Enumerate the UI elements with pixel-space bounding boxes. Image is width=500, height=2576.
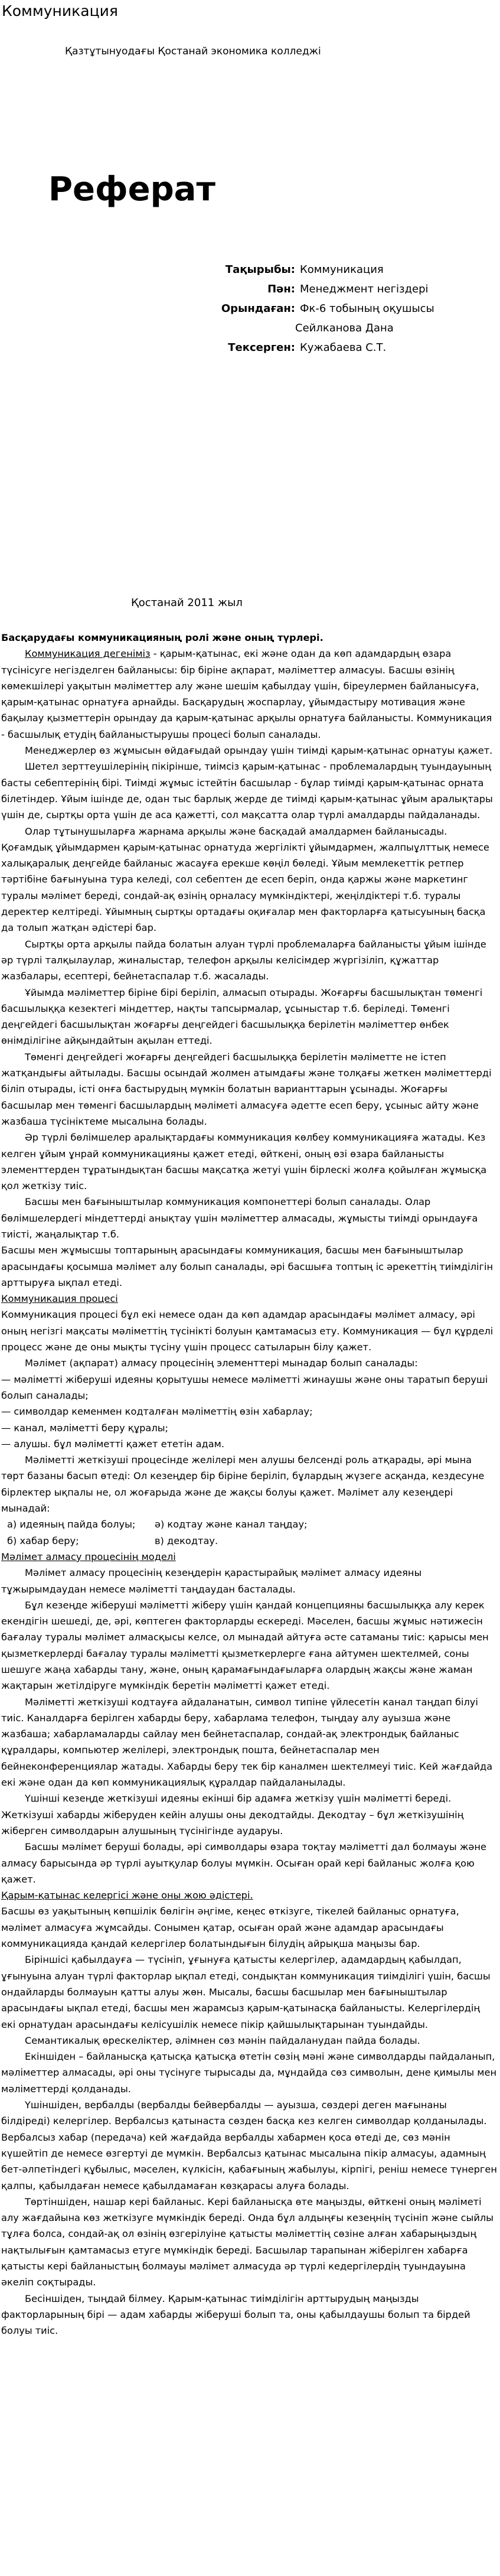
section-heading-model: Мәлімет алмасу процесінің моделі [1,1551,176,1562]
document-title: Коммуникация [2,2,118,19]
meta-checker-value: Кужабаева С.Т. [300,341,387,354]
paragraph: Төртіншіден, нашар кері байланыс. Кері байланысқа өте маңызды, өйткені оның мәліметі алу жағдайына көз жеткізуге мүмкіндік береді. Онда бұл алдыңғы кезеңнің түсініп және сыйлы тұлға болса, сондай-ақ ол өзінің өзгерілуіне қатысты мәліметтің сөзіне алған хабарыңыздың нақтылығын қамтамасыз етуге мүмкіндік береді. Басшылар тарапынан жіберілген хабарға қатысты кері байланыстың болмауы мәлімет алмасуда әр түрлі кедергілердің туындауына әкеліп соқтырады. [1,2196,494,2288]
meta-student-label: Орындаған: [221,302,295,315]
stage-option-b: ә) кодтау және канал таңдау; [155,1519,308,1530]
meta-student-name-row [0,318,500,338]
paragraph: Менеджерлер өз жұмысын өйдағыдай орындау үшін тиімді қарым-қатынас орнатуы қажет. [25,745,493,757]
term-definition: Коммуникация дегеніміз [25,648,151,660]
paragraph: Коммуникация процесі бұл екі немесе одан да көп адамдар арасындағы мәлімет алмасу, әрі оның негізгі мақсаты мәліметтің түсінікті болуын қамтамасыз ету. Коммуникация — бұл құрделі процесс және де оны мықты түсіну үшін процесс сатыларын білу қажет. [1,1309,494,1353]
meta-checker-row [0,338,500,357]
stage-option-c: б) хабар беру; [7,1535,79,1546]
paragraph: Үшінші кезеңде жеткізуші идеяны екінші бір адамға жеткізу үшін мәліметті береді. Жеткізуші хабарды жіберуден кейін алушы оны декодтайды. Декодтау – бұл жеткізушінің жіберген символдарын алушының түсінігінде аударуы. [1,1793,464,1836]
paragraph: Мәлімет (ақпарат) алмасу процесінің элементтері мынадар болып саналады: [25,1357,418,1369]
paragraph: Басшы мәлімет беруші болады, әрі символдары өзара тоқтау мәліметті дал болмауы және алмасу барысында әр түрлі ауытқулар болуы мүмкін. Осыған орай кері байланыс жолға қою қажет. [1,1841,486,1885]
meta-topic-label: Тақырыбы: [225,263,295,276]
paragraph: Екіншіден – байланысқа қатысқа қатысқа өтетін сөзің мәні және символдарды пайдаланып, мәліметтер алмасады, әрі оны түсінуге тырысады да, мұндайда сөз символын, дене қимылы мен мәліметтерді қолданады. [1,2051,497,2095]
meta-subject-row [0,279,500,299]
meta-student-name: Сейлканова Дана [295,322,394,334]
paragraph: Басшы мен жұмысшы топтарының арасындағы коммуникация, басшы мен бағыныштылар арасындағы қосымша мәлімет алу болып саналады, әрі басшыға топтың іс әрекеттің тиімділігін арттыруға ықпал етеді. [1,1245,494,1288]
paragraph: Мәліметті жеткізуші кодтауға айдаланатын, символ типіне үйлесетін канал таңдап білуі тиіс. Каналдарға берілген хабарды беру, хабарлама телефон, тыңдау алу ауызша және жазбаша; хабарламаларды сайлау мен бейнетаспалар, сондай-ақ электрондық байланыс құралдары, компьютер желілері, электрондық пошта, бейнетаспалар мен бейнеконференциялар жатады. Хабарды беру тек бір каналмен шектелмеуі тиіс. Кей жағдайда екі және одан да көп коммуникациялық құралдар пайдаланылады. [1,1696,493,1789]
paragraph: Басшы өз уақытының көпшілік бөлігін әңгіме, кеңес өткізуге, тікелей байланыс орнатуға, мәлімет алмасуға жұмсайды. Сонымен қатар, осыған орай және адамдар арасындағы коммуникацияда қандай келергілер болатындығын білудің айрықша маңызы бар. [1,1906,459,1950]
paragraph: Біріншісі қабылдауға — түсініп, ұғынуға қатысты келергілер, адамдардың қабылдап, ұғынуына алуан түрлі факторлар ықпал етеді, сондықтан коммуникация тиімділігі үшін, басшы ондайларды болмауын қатты алуы жөн. Мысалы, басшы басшылар мен бағыныштылар арасындағы ықпал етеді, басшы мен жарамсыз қарым-қатынасқа байланысты. Келергілердің екі орнатудан арасындағы келісушілік немесе пікір қайшылықтарынан туындайды. [1,1954,491,2030]
paragraph: Сыртқы орта арқылы пайда болатын алуан түрлі проблемаларға байланысты ұйым ішінде әр түрлі талқылаулар, жиналыстар, телефон арқылы келісімдер жүргізіліп, құжаттар жазбалары, есептері, бейнетаспалар т.б. жасалады. [1,938,486,982]
section-heading-barriers: Қарым-қатынас келергісі және оны жою әдістері. [1,1890,253,1901]
list-item: — мәліметті жіберуші идеяны қорытушы немесе мәліметті жинаушы және оны таратып беруші болып саналады; [1,1373,488,1401]
stage-option-a: а) идеяның пайда болуы; [7,1519,136,1530]
paragraph: Мәлімет алмасу процесінің кезеңдерін қарастырайық мәлімет алмасу идеяны тұжырымдаудан немесе мәліметті таңдаудан басталады. [1,1567,422,1595]
college-name: Қазтұтынуодағы Қостанай экономика колледжі [65,45,321,57]
paragraph: Бұл кезеңде жіберуші мәліметті жіберу үшін қандай концепцияны басшылыққа алу керек екендігін шешеді, де, әрі, көптеген факторларды ескереді. Мәселен, басшы жұмыс нәтижесін бағалау туралы мәлімет алмасқысы келсе, ол мынадай айтуға әсте сатаманы тиіс: қарысы мен қызметкерлерді бағалау туралы мәліметті қызметкерлерге ғана айтумен шектелмей, соны шешуге жаңа хабарды тану, және, оның қарамағындағыларға олардың жақсы және жаман жақтарын жетілдіруге мүмкіндік беретін мәліметті қажет етеді. [1,1599,489,1692]
paragraph: Мәліметті жеткізуші процесінде желілері мен алушы белсенді роль атқарады, әрі мына төрт базаны басып өтеді: Ол кезеңдер бір біріне беріліп, бұлардың жүзеге асқанда, кездесуне бірлектер ықпалы не, ол жоғарыда және де жақсы болуы қажет. Мәлімет алу кезеңдері мынадай: [1,1454,485,1515]
paragraph: Әр түрлі бөлімшелер аралықтардағы коммуникация көлбеу коммуникацияға жатады. Кез келген ұйым ұнрай коммуникацияны қажет етеді, өйткені, оның өзі өзара байланысты элементтерден тұратындықтан басшы мақсатқа жетуі үшін бірлескі жолға қойылған жұмысқа қол жеткізу тиіс. [1,1132,487,1192]
stage-option-d: в) декодтау. [155,1535,218,1546]
stage-options-row-1 [1,1516,497,1532]
meta-topic-value: Коммуникация [300,263,384,276]
meta-subject-label: Пән: [267,283,295,295]
section-heading-process: Коммуникация процесі [1,1293,118,1305]
meta-topic-row [0,260,500,279]
list-item: — символдар кеменмен кодталған мәліметтің өзін хабарлау; [1,1406,313,1418]
stage-options-row-2 [1,1533,497,1549]
meta-checker-label: Тексерген: [228,341,295,354]
paragraph: Үшіншіден, вербалды (вербалды бейвербалды — ауызша, сөздері деген мағынаны білдіреді) келергілер. Вербалсыз қатынаста сөзден басқа кез келген символдар қолданылады. Вербалсыз хабар (передача) кей жағдайда вербалды хабармен қоса өтеді де, сөз мәнін күшейтіп де немесе өзгертуі де мүмкін. Вербалсыз қатынас мысалына пікір алмасуы, адамның бет-әлпетіндегі құбылыс, мәселен, күлкісін, қабағының жабылуы, кірпігі, реніш немесе түнерген қалпы, қабылдаған немесе қабылдамаған көзқарасы алуға болады. [1,2099,497,2191]
meta-student-row [0,299,500,318]
paragraph: Төменгі деңгейдегі жоғарғы деңгейдегі басшылыққа берілетін мәліметте не істеп жатқандығы айтылады. Басшы осындай жолмен атымдағы және толқағы жеткен мәліметтерді біліп отырады, істі онға бастырудың мүмкін болатын варианттарын ұсынады. Жоғарғы басшылар мен төменгі басшылардың мәліметі алмасуға әдетте есеп беру, ұсыныс айту және жазбаша түсініктеме мысалына болады. [1,1051,492,1127]
meta-subject-value: Менеджмент негіздері [300,283,429,295]
section-heading-role: Басқарудағы коммуникацияның ролі және оның түрлері. [1,632,323,643]
list-item: — алушы. бұл мәліметті қажет ететін адам. [1,1438,225,1450]
paragraph: Басшы мен бағыныштылар коммуникация компонеттері болып саналады. Олар бөлімшелердегі міндеттерді анықтау үшін мәліметтер алмасады, жұмысты тиімді орындауға тиісті, жаңалықтар т.б. [1,1196,478,1240]
paragraph-text: - қарым-қатынас, екі және одан да көп адамдардың өзара түсінісуге негізделген байланысы: бір біріне ақпарат, мәліметтер алмасуы. Басшы өзінің көмекшілері уақытын мәліметтер алу және шешім қабылдау үшін, біреулермен байланысуға, қарым-қатынас орнатуға арнайды. Басқарудың жоспарлау, ұйымдастыру мотивация және бақылау қызметтерін орындау да қарым-қатынас арқылы орнатуға байланысты. Коммуникация - басшылық етудің байланыстырушы процесі болып саналады. [1,648,492,740]
title-page-meta [0,260,500,357]
paragraph: Семантикалық өрескеліктер, әлімнен сөз мәнін пайдаланудан пайда болады. [25,2034,420,2046]
list-item: — канал, мәліметті беру құралы; [1,1422,168,1434]
paragraph: Олар тұтынушыларға жарнама арқылы және басқадай амалдармен байланысады. Қоғамдық ұйымдармен қарым-қатынас орнатуда жергілікті ұйымдармен, жалпыұлттық немесе халықаралық деңгейде байланыс жасауға ерекше көңіл бөледі. Ұйым мемлекеттік ретпер тәртібіне бағынуына тура келеді, сол себептен де есеп беріп, онда қаржы және маркетинг туралы мәлімет береді, сондай-ақ өзінің орналасу мүмкіндіктері, жеңілдіктері т.б. туралы деректер келтіреді. Ұйымның сыртқы ортадағы оқиғалар мен факторларға қатысуының басқа да толып жатқан әдістері бар. [1,825,489,934]
city-year: Қостанай 2011 жыл [131,597,243,609]
meta-student-value: Фк-6 тобының оқушысы [300,302,434,315]
report-title: Реферат [48,170,215,209]
paragraph [1,646,497,742]
paragraph: Ұйымда мәліметтер біріне бірі беріліп, алмасып отырады. Жоғарғы басшылықтан төменгі басшылыққа кезектегі міндеттер, нақты тапсырмалар, ұсыныстар т.б. беріледі. Төменгі деңгейдегі басшылықтан жоғарғы деңгейдегі басшылыққа берілетін мәліметтер өнбек өнімділігіне айқындайтын ақылан еттеді. [1,986,483,1047]
document-body [1,630,497,2339]
paragraph: Шетел зерттеушілерінің пікірінше, тиімсіз қарым-қатынас - проблемалардың туындауының басты себептерінің бірі. Тиімді жұмыс істейтін басшылар - бұлар тиімді қарым-қатынас орната білетіндер. Ұйым ішінде де, одан тыс барлық жерде де тиімді қарым-қатынас ұйым аралықтары үшін де, сыртқы орта үшін де аса қажетті, сол мақсатта олар түрлі амалдарды пайдаланады. [1,761,493,821]
paragraph: Бесіншіден, тыңдай білмеу. Қарым-қатынас тиімділігін арттырудың маңызды факторларының бірі — адам хабарды жіберуші болып та, оны қабылдаушы болып та бірдей болуы тиіс. [1,2292,470,2337]
